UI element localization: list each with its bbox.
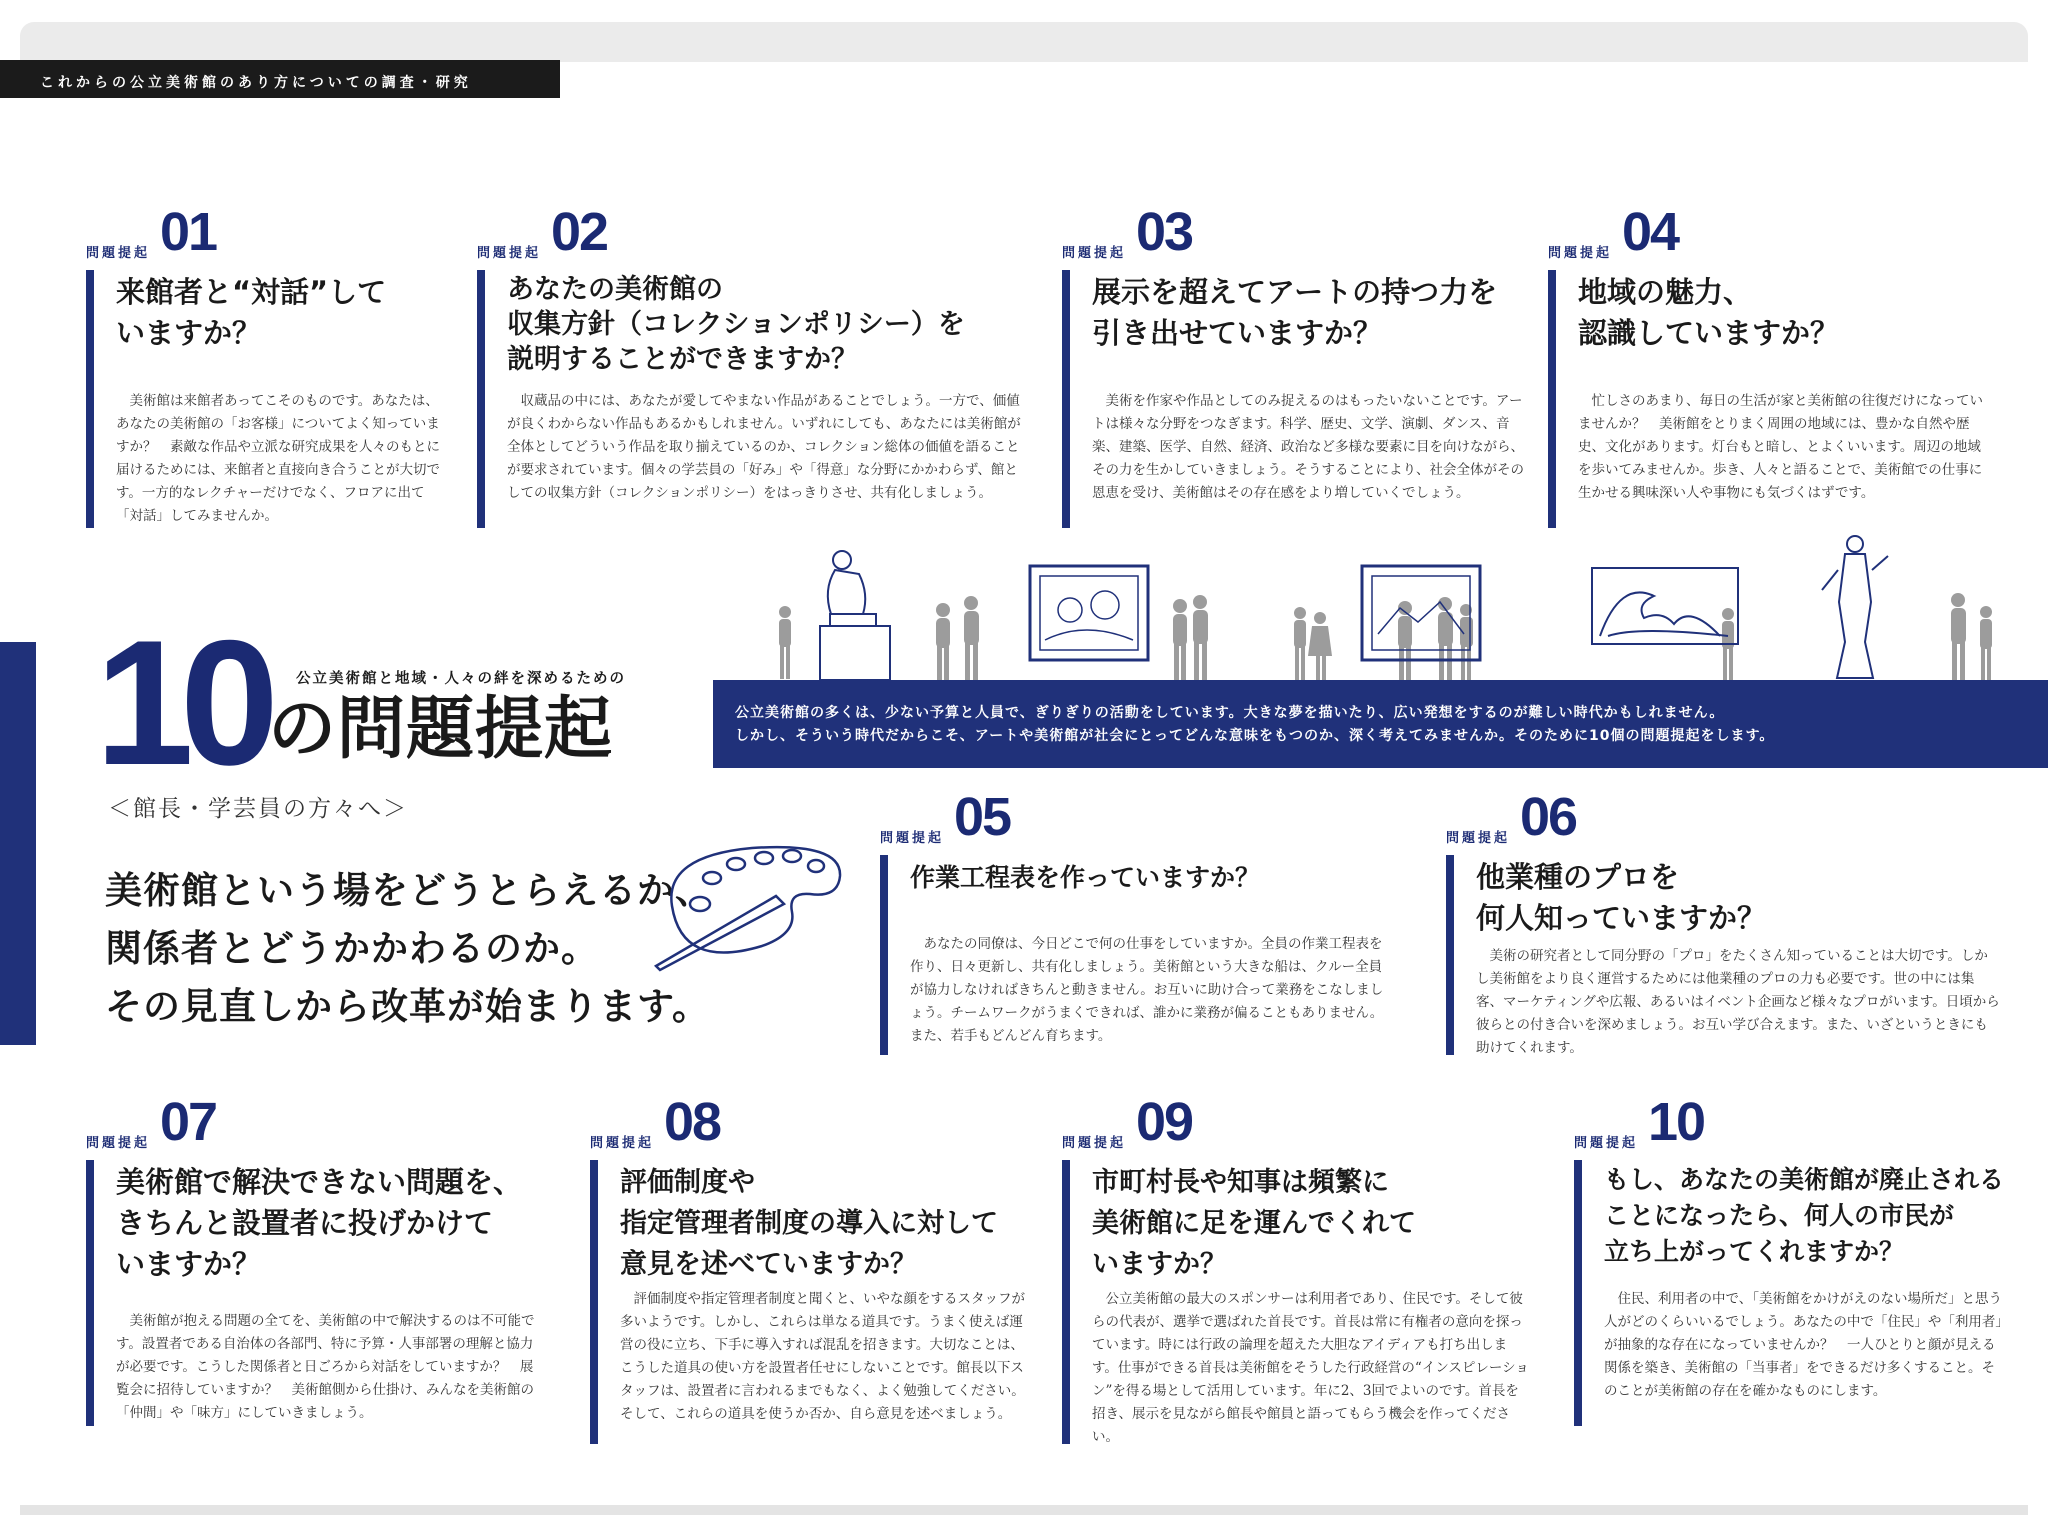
- issue-title: 美術館で解決できない問題を、 きちんと設置者に投げかけて いますか？: [116, 1165, 523, 1281]
- manifesto-line-1: 美術館という場をどうとらえるか、: [105, 869, 713, 912]
- issue-tag: 問題提起: [1062, 246, 1127, 261]
- visitor-silhouette: [936, 603, 950, 680]
- issue-title: 市町村長や知事は頻繁に 美術館に足を運んでくれて いますか？: [1092, 1167, 1416, 1280]
- issue-rule: [477, 270, 485, 528]
- framed-painting-icon: [1030, 566, 1148, 660]
- issue-title: あなたの美術館の 収集方針（コレクションポリシー）を 説明することができますか？: [507, 274, 965, 375]
- issue-02: [477, 202, 1037, 528]
- issue-title: 評価制度や 指定管理者制度の導入に対して 意見を述べていますか？: [620, 1167, 998, 1280]
- top-shade: [20, 22, 2028, 62]
- issue-07: [86, 1092, 556, 1450]
- manifesto-line-3: その見直しから改革が始まります。: [105, 985, 711, 1028]
- issue-rule: [880, 855, 888, 1055]
- manifesto-line-2: 関係者とどうかかわるのか。: [105, 927, 599, 970]
- issue-number: 01: [160, 202, 217, 262]
- issue-rule: [590, 1160, 598, 1444]
- visitor-silhouette: [1980, 606, 1992, 680]
- visitor-silhouette: [779, 606, 791, 679]
- issue-tag: 問題提起: [86, 246, 151, 261]
- issue-number: 05: [954, 787, 1011, 847]
- deity-statue-icon: [1822, 536, 1888, 678]
- visitor-silhouette: [1308, 612, 1332, 680]
- issue-body: 美術の研究者として同分野の「プロ」をたくさん知っていることは大切です。しかし美術館をより良く運営するためには他業種のプロの力も必要です。世の中には集客、マーケティングや広報、あるいはイベント企画など様々なプロがいます。日頃から彼らとの付き合いを深めましょう。お互い学び合えます。また、いざというときにも助けてくれます。: [1476, 948, 2000, 1056]
- issue-tag: 問題提起: [1062, 1136, 1127, 1151]
- intro-banner: [713, 680, 2048, 768]
- visitor-silhouette: [1398, 601, 1412, 680]
- issue-number: 03: [1136, 202, 1193, 262]
- left-accent-band: [0, 642, 36, 1045]
- issue-body: 収蔵品の中には、あなたが愛してやまない作品があることでしょう。一方で、価値が良くわからない作品もあるかもしれません。いずれにしても、あなたには美術館が全体としてどういう作品を取り揃えているのか、コレクション総体の価値を語ることが要求されています。個々の学芸員の「好み」や「得意」な分野にかかわらず、館としての収集方針（コレクションポリシー）をはっきりさせ、共有化しましょう。: [507, 393, 1021, 501]
- issue-body: 美術館は来館者あってこそのものです。あなたは、あなたの美術館の「お客様」についてよく知っていますか？ 素敵な作品や立派な研究成果を人々のもとに届けるためには、来館者と直接向き合うことが大切です。一方的なレクチャーだけでなく、フロアに出て「対話」してみませんか。: [116, 393, 440, 524]
- issue-03: [1062, 202, 1532, 528]
- issue-body: 忙しさのあまり、毎日の生活が家と美術館の往復だけになっていませんか？ 美術館をとりまく周囲の地域には、豊かな自然や歴史、文化があります。灯台もと暗し、とよくいいます。周辺の地域を歩いてみませんか。歩き、人々と語ることで、美術館での仕事に生かせる興味深い人や事物にも気づくはずです。: [1578, 393, 1983, 501]
- visitor-silhouette: [1173, 599, 1187, 680]
- series-header: これからの公立美術館のあり方についての調査・研究: [0, 60, 560, 98]
- issue-rule: [1062, 270, 1070, 528]
- issue-title: 展示を超えてアートの持つ力を 引き出せていますか？: [1092, 275, 1498, 350]
- issue-tag: 問題提起: [477, 246, 542, 261]
- issue-number: 09: [1136, 1092, 1193, 1152]
- issue-tag: 問題提起: [1574, 1136, 1639, 1151]
- issue-title: もし、あなたの美術館が廃止される ことになったら、何人の市民が 立ち上がってくれますか？: [1604, 1165, 2005, 1266]
- manifesto: [105, 862, 713, 1036]
- issue-06: [1446, 787, 2006, 1065]
- issue-number: 06: [1520, 787, 1577, 847]
- issue-tag: 問題提起: [1446, 831, 1511, 846]
- issue-number: 07: [160, 1092, 217, 1152]
- issue-number: 02: [551, 202, 608, 262]
- issue-number: 10: [1648, 1092, 1705, 1152]
- audience-line: ＜館長・学芸員の方々へ＞: [108, 796, 408, 822]
- issue-body: 住民、利用者の中で、「美術館をかけがえのない場所だ」と思う人がどのくらいいるでしょう。あなたの中で「住民」や「利用者」が抽象的な存在になっていませんか？ 一人ひとりと顔が見える関係を築き、美術館の「当事者」をできるだけ多くすること。そのことが美術館の存在を確かなものにします。: [1604, 1291, 2003, 1399]
- visitor-silhouette: [1193, 595, 1208, 680]
- banner-line-2: しかし、そういう時代だからこそ、アートや美術館が社会にとってどんな意味をもつのか、深く考えてみませんか。そのために10個の問題提起をします。: [735, 728, 1775, 744]
- issue-tag: 問題提起: [1548, 246, 1613, 261]
- issue-rule: [86, 270, 94, 528]
- issue-body: 美術館が抱える問題の全てを、美術館の中で解決するのは不可能です。設置者である自治体の各部門、特に予算・人事部署の理解と協力が必要です。こうした関係者と日ごろから対話をしていますか？ 展覧会に招待していますか？ 美術館側から仕掛け、みんなを美術館の「仲間」や「味方」にしていきましょう。: [116, 1313, 535, 1421]
- thinker-statue-icon: [820, 551, 890, 680]
- banner-line-1: 公立美術館の多くは、少ない予算と人員で、ぎりぎりの活動をしています。大きな夢を描いたり、広い発想をするのが難しい時代かもしれません。: [735, 705, 1725, 721]
- issue-rule: [1062, 1160, 1070, 1444]
- title-subtitle: 公立美術館と地域・人々の絆を深めるための: [296, 671, 626, 687]
- issue-title: 他業種のプロを 何人知っていますか？: [1476, 860, 1767, 935]
- issue-body: 公立美術館の最大のスポンサーは利用者であり、住民です。そして彼らの代表が、選挙で選ばれた首長です。首長は常に有権者の意向を探っています。時には行政の論理を超えた大胆なアイディアも打ち出します。仕事ができる首長は美術館をそうした行政経営の“インスピレーション”を得る場として活用しています。年に2、3回でよいのです。首長を招き、展示を見ながら館長や館員と語ってもらう機会を作ってください。: [1092, 1291, 1529, 1445]
- issue-body: 美術を作家や作品としてのみ捉えるのはもったいないことです。アートは様々な分野をつなぎます。科学、歴史、文学、演劇、ダンス、音楽、建築、医学、自然、経済、政治など多様な要素に目を向けながら、その力を生かしていきましょう。そうすることにより、社会全体がその恩恵を受け、美術館はその存在感をより増していくでしょう。: [1092, 393, 1524, 501]
- issue-01: [86, 202, 446, 528]
- visitor-silhouette: [1460, 604, 1473, 680]
- visitor-silhouette: [1294, 607, 1306, 680]
- visitor-silhouette: [964, 596, 979, 680]
- bottom-shade: [20, 1505, 2028, 1515]
- issue-04: [1548, 202, 2008, 528]
- issue-rule: [1548, 270, 1556, 528]
- big-number-ten: 10: [95, 603, 265, 802]
- issue-10: [1574, 1092, 2014, 1450]
- issue-rule: [86, 1160, 94, 1426]
- issue-05: [880, 787, 1400, 1065]
- issue-number: 04: [1622, 202, 1679, 262]
- gallery-illustration: [760, 530, 2000, 682]
- issue-number: 08: [664, 1092, 721, 1152]
- visitor-silhouette: [1951, 593, 1966, 680]
- issue-tag: 問題提起: [590, 1136, 655, 1151]
- issue-title: 作業工程表を作っていますか？: [910, 863, 1261, 892]
- issue-rule: [1574, 1160, 1582, 1426]
- issue-08: [590, 1092, 1040, 1450]
- issue-title: 来館者と“対話”して いますか？: [116, 275, 387, 350]
- issue-tag: 問題提起: [86, 1136, 151, 1151]
- paint-palette-icon: [652, 836, 852, 976]
- issue-rule: [1446, 855, 1454, 1055]
- issue-body: 評価制度や指定管理者制度と聞くと、いやな顔をするスタッフが多いようです。しかし、これらは単なる道具です。うまく使えば運営の役に立ち、下手に導入すれば混乱を招きます。大切なことは、こうした道具の使い方を設置者任せにしないことです。館長以下スタッフは、設置者に言われるまでもなく、よく勉強してください。そして、これらの道具を使うか否か、自ら意見を述べましょう。: [620, 1291, 1025, 1422]
- issue-body: あなたの同僚は、今日どこで何の仕事をしていますか。全員の作業工程表を作り、日々更新し、共有化しましょう。美術館という大きな船は、クルー全員が協力しなければきちんと動きません。お互いに助け合って業務をこなしましょう。チームワークがうまくできれば、誰かに業務が偏ることもありません。また、若手もどんどん育ちます。: [910, 936, 1384, 1044]
- issue-title: 地域の魅力、 認識していますか？: [1578, 275, 1840, 350]
- issue-tag: 問題提起: [880, 831, 945, 846]
- issue-09: [1062, 1092, 1542, 1450]
- wave-painting-icon: [1592, 568, 1738, 644]
- page-title: の問題提起: [268, 690, 614, 769]
